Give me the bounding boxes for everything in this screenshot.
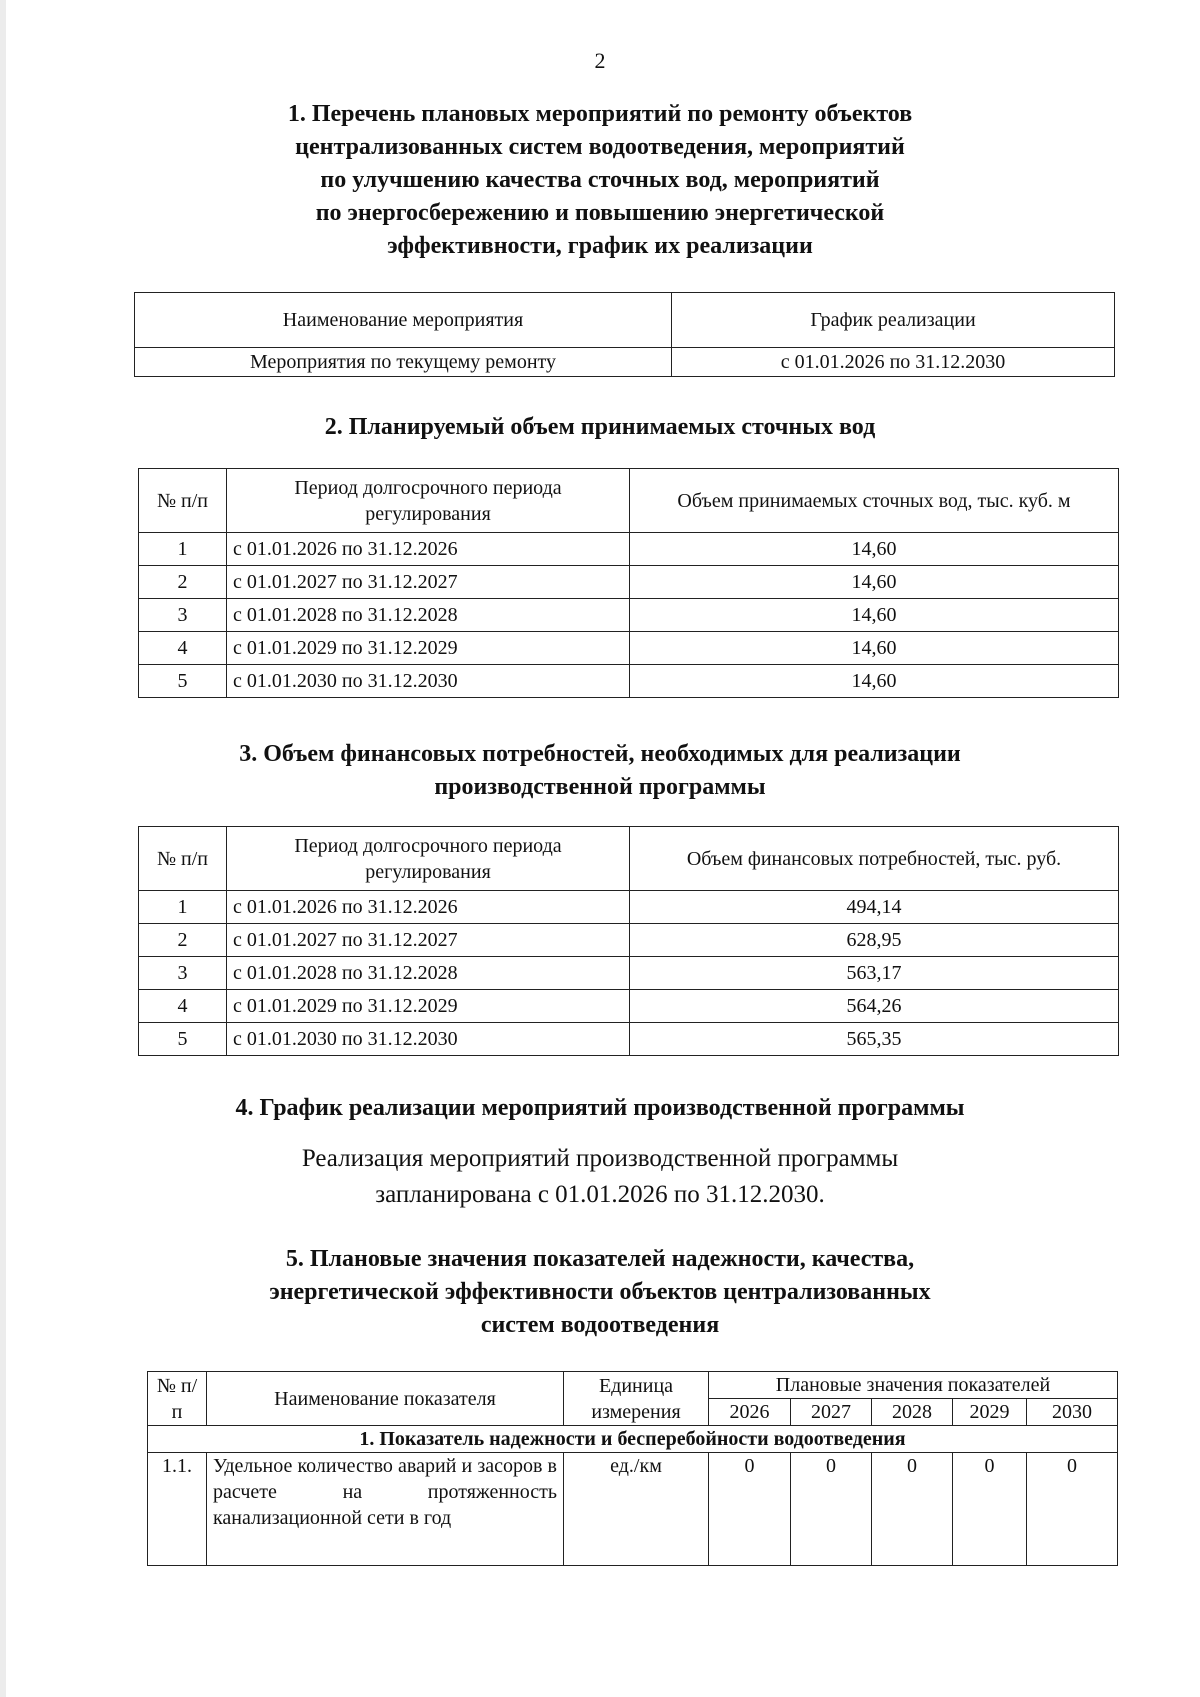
- table-cell: с 01.01.2027 по 31.12.2027: [227, 566, 630, 599]
- table-cell: Удельное количество аварий и засоров в расчете на протяженность канализационной сети в год: [207, 1453, 564, 1566]
- year-header: 2028: [872, 1399, 953, 1426]
- table-cell: 0: [872, 1453, 953, 1566]
- table-cell: 494,14: [630, 891, 1119, 924]
- financial-needs-table: [138, 826, 1119, 1056]
- indicators-table: [147, 1371, 1118, 1566]
- table-cell: 5: [139, 1023, 227, 1056]
- section-4-title: [0, 1092, 1200, 1125]
- table-header: Наименование показателя: [207, 1372, 564, 1426]
- table-cell: 3: [139, 599, 227, 632]
- table-cell: с 01.01.2030 по 31.12.2030: [227, 1023, 630, 1056]
- table-cell: 14,60: [630, 533, 1119, 566]
- title-line: по энергосбережению и повышению энергетической: [315, 200, 885, 226]
- table-cell: 0: [953, 1453, 1027, 1566]
- table-cell: 628,95: [630, 924, 1119, 957]
- table-cell: с 01.01.2027 по 31.12.2027: [227, 924, 630, 957]
- table-cell: с 01.01.2028 по 31.12.2028: [227, 599, 630, 632]
- section-1-title: [0, 98, 1200, 263]
- title-line: 1. Перечень плановых мероприятий по ремонту объектов: [287, 101, 913, 127]
- table-cell: 4: [139, 990, 227, 1023]
- table-cell: 14,60: [630, 566, 1119, 599]
- year-header: 2029: [953, 1399, 1027, 1426]
- year-header: 2030: [1027, 1399, 1118, 1426]
- title-line: 4. График реализации мероприятий производственной программы: [235, 1095, 965, 1121]
- table-cell: 563,17: [630, 957, 1119, 990]
- title-line: 2. Планируемый объем принимаемых сточных вод: [324, 414, 876, 440]
- table-cell: с 01.01.2026 по 31.12.2030: [672, 348, 1115, 377]
- table-group-title: 1. Показатель надежности и бесперебойности водоотведения: [148, 1426, 1118, 1453]
- table-cell: 564,26: [630, 990, 1119, 1023]
- table-header: Единица измерения: [564, 1372, 709, 1426]
- table-header: № п/п: [139, 827, 227, 891]
- table-header: Объем принимаемых сточных вод, тыс. куб. м: [630, 469, 1119, 533]
- table-cell: 0: [709, 1453, 791, 1566]
- title-line: энергетической эффективности объектов централизованных: [269, 1279, 931, 1305]
- table-cell: с 01.01.2029 по 31.12.2029: [227, 990, 630, 1023]
- table-cell: 14,60: [630, 599, 1119, 632]
- title-line: 3. Объем финансовых потребностей, необходимых для реализации: [239, 741, 961, 767]
- title-line: 5. Плановые значения показателей надежности, качества,: [285, 1246, 915, 1272]
- title-line: производственной программы: [434, 774, 766, 800]
- page-number: 2: [594, 48, 606, 73]
- table-header: Период долгосрочного периода регулирования: [227, 469, 630, 533]
- events-table: [134, 292, 1115, 377]
- table-header: Объем финансовых потребностей, тыс. руб.: [630, 827, 1119, 891]
- table-header: № п/п: [148, 1372, 207, 1426]
- paragraph-line: запланирована с 01.01.2026 по 31.12.2030.: [375, 1181, 825, 1208]
- table-cell: с 01.01.2029 по 31.12.2029: [227, 632, 630, 665]
- table-cell: 0: [791, 1453, 872, 1566]
- table-cell: Мероприятия по текущему ремонту: [135, 348, 672, 377]
- table-cell: 1: [139, 891, 227, 924]
- table-header: Плановые значения показателей: [709, 1372, 1118, 1399]
- section-3-title: [0, 738, 1200, 804]
- paragraph-line: Реализация мероприятий производственной программы: [301, 1145, 899, 1172]
- table-cell: ед./км: [564, 1453, 709, 1566]
- table-header: Наименование мероприятия: [135, 293, 672, 348]
- table-header: График реализации: [672, 293, 1115, 348]
- implementation-paragraph: [0, 1141, 1200, 1213]
- table-cell: 3: [139, 957, 227, 990]
- title-line: систем водоотведения: [480, 1312, 720, 1338]
- table-cell: 2: [139, 566, 227, 599]
- table-cell: 14,60: [630, 665, 1119, 698]
- table-cell: 0: [1027, 1453, 1118, 1566]
- table-cell: с 01.01.2026 по 31.12.2026: [227, 533, 630, 566]
- table-cell: 5: [139, 665, 227, 698]
- table-cell: 1: [139, 533, 227, 566]
- table-cell: 2: [139, 924, 227, 957]
- table-cell: с 01.01.2026 по 31.12.2026: [227, 891, 630, 924]
- year-header: 2027: [791, 1399, 872, 1426]
- table-cell: 565,35: [630, 1023, 1119, 1056]
- section-5-title: [0, 1243, 1200, 1342]
- title-line: эффективности, график их реализации: [387, 233, 813, 259]
- title-line: по улучшению качества сточных вод, мероприятий: [320, 167, 880, 193]
- table-header: № п/п: [139, 469, 227, 533]
- wastewater-volume-table: [138, 468, 1119, 698]
- table-cell: с 01.01.2028 по 31.12.2028: [227, 957, 630, 990]
- section-2-title: [0, 411, 1200, 444]
- table-cell: с 01.01.2030 по 31.12.2030: [227, 665, 630, 698]
- table-cell: 1.1.: [148, 1453, 207, 1566]
- table-cell: 4: [139, 632, 227, 665]
- table-header: Период долгосрочного периода регулирования: [227, 827, 630, 891]
- title-line: централизованных систем водоотведения, мероприятий: [295, 134, 905, 160]
- year-header: 2026: [709, 1399, 791, 1426]
- table-cell: 14,60: [630, 632, 1119, 665]
